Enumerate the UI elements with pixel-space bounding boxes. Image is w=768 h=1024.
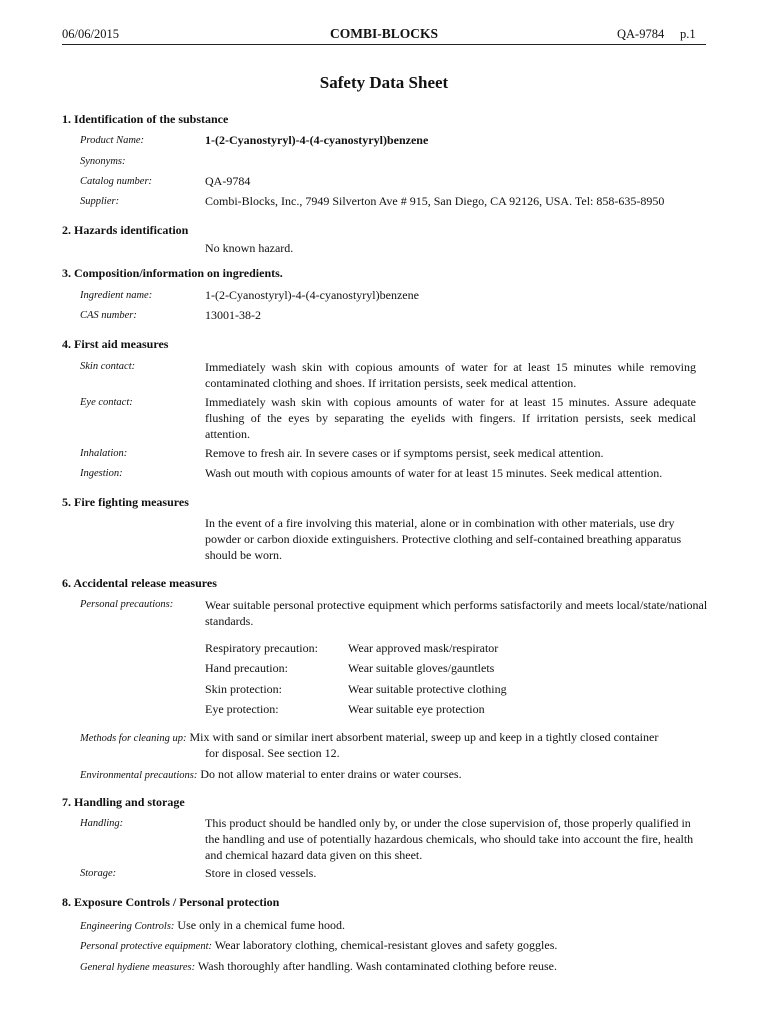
protection-value: Wear approved mask/respirator <box>348 641 499 655</box>
section-4-heading: 4. First aid measures <box>62 337 169 351</box>
personal-precautions-label: Personal precautions: <box>80 599 174 610</box>
environmental-block <box>80 766 720 784</box>
product-name-value: 1-(2-Cyanostyryl)-4-(4-cyanostyryl)benzene <box>205 133 429 147</box>
section-6-heading: 6. Accidental release measures <box>62 576 217 590</box>
protection-value: Wear suitable protective clothing <box>348 682 507 696</box>
header-company: COMBI-BLOCKS <box>329 26 438 41</box>
section-3-heading: 3. Composition/information on ingredients. <box>62 266 283 280</box>
ppe-label: Personal protective equipment: <box>80 941 212 952</box>
engineering-value: Use only in a chemical fume hood. <box>177 918 346 932</box>
ingestion-label: Ingestion: <box>80 468 123 479</box>
catalog-number-value: QA-9784 <box>205 174 251 188</box>
section-8-heading: 8. Exposure Controls / Personal protection <box>62 895 280 909</box>
storage-value: Store in closed vessels. <box>205 866 317 880</box>
section-7-heading: 7. Handling and storage <box>62 795 185 809</box>
cas-number-label: CAS number: <box>80 310 137 321</box>
cas-number-value: 13001-38-2 <box>205 308 261 322</box>
eye-contact-value: Immediately wash skin with copious amounts of water for at least 15 minutes. Assure adequate flushing of the eyes by separating the eyelids with fingers. If irritation persists, seek medical attention. <box>205 395 696 441</box>
supplier-value: Combi-Blocks, Inc., 7949 Silverton Ave # 915, San Diego, CA 92126, USA. Tel: 858-635-8950 <box>205 194 665 208</box>
inhalation-value: Remove to fresh air. In severe cases or if symptoms persist, seek medical attention. <box>205 446 604 460</box>
header-catalog: QA-9784 <box>617 27 665 41</box>
ingestion-value: Wash out mouth with copious amounts of water for at least 15 minutes. Seek medical attention. <box>205 466 663 480</box>
section-5-heading: 5. Fire fighting measures <box>62 495 189 509</box>
hygiene-block <box>80 958 720 976</box>
inhalation-label: Inhalation: <box>80 448 128 459</box>
cleanup-value-line1: Mix with sand or similar inert absorbent material, sweep up and keep in a tightly closed container <box>189 730 659 744</box>
cleanup-value-line2: for disposal. See section 12. <box>205 746 340 760</box>
hazards-text: No known hazard. <box>205 241 294 255</box>
engineering-label: Engineering Controls: <box>80 921 175 932</box>
header-page-number: p.1 <box>680 27 696 41</box>
section-1-heading: 1. Identification of the substance <box>62 112 229 126</box>
hygiene-value: Wash thoroughly after handling. Wash contaminated clothing before reuse. <box>197 959 557 973</box>
cleanup-label: Methods for cleaning up: <box>80 733 187 744</box>
ppe-value: Wear laboratory clothing, chemical-resistant gloves and safety goggles. <box>214 938 558 952</box>
skin-contact-label: Skin contact: <box>80 361 136 372</box>
protection-label: Skin protection: <box>205 682 282 696</box>
protection-value: Wear suitable gloves/gauntlets <box>348 661 495 675</box>
protection-label: Hand precaution: <box>205 661 288 675</box>
eye-contact-label: Eye contact: <box>80 397 133 408</box>
ppe-block <box>80 937 720 955</box>
handling-value: This product should be handled only by, or under the close supervision of, those properly qualified in the handling and use of potentially hazardous chemicals, who should take into account the fire, health and chemical hazard data given on this sheet. <box>205 816 694 862</box>
ingredient-name-label: Ingredient name: <box>80 290 153 301</box>
header-divider <box>62 44 706 45</box>
header-date: 06/06/2015 <box>62 27 119 41</box>
environmental-label: Environmental precautions: <box>80 770 198 781</box>
protection-label: Eye protection: <box>205 702 279 716</box>
hygiene-label: General hydiene measures: <box>80 962 196 973</box>
personal-precautions-value: Wear suitable personal protective equipment which performs satisfactorily and meets local/state/national standards. <box>205 598 708 628</box>
environmental-value: Do not allow material to enter drains or water courses. <box>200 767 462 781</box>
synonyms-label: Synonyms: <box>80 156 126 167</box>
catalog-number-label: Catalog number: <box>80 176 153 187</box>
engineering-block <box>80 917 720 935</box>
handling-label: Handling: <box>80 818 124 829</box>
ingredient-name-value: 1-(2-Cyanostyryl)-4-(4-cyanostyryl)benzene <box>205 288 419 302</box>
skin-contact-value: Immediately wash skin with copious amounts of water for at least 15 minutes while removing contaminated clothing and shoes. If irritation persists, seek medical attention. <box>205 360 696 390</box>
supplier-label: Supplier: <box>80 196 120 207</box>
fire-fighting-text: In the event of a fire involving this material, alone or in combination with other materials, use dry powder or carbon dioxide extinguishers. Protective clothing and self-contained breathing apparatus should be worn. <box>205 516 682 562</box>
product-name-label: Product Name: <box>80 135 145 146</box>
storage-label: Storage: <box>80 868 117 879</box>
protection-label: Respiratory precaution: <box>205 641 318 655</box>
section-2-heading: 2. Hazards identification <box>62 223 189 237</box>
protection-value: Wear suitable eye protection <box>348 702 485 716</box>
document-title: Safety Data Sheet <box>319 73 449 92</box>
